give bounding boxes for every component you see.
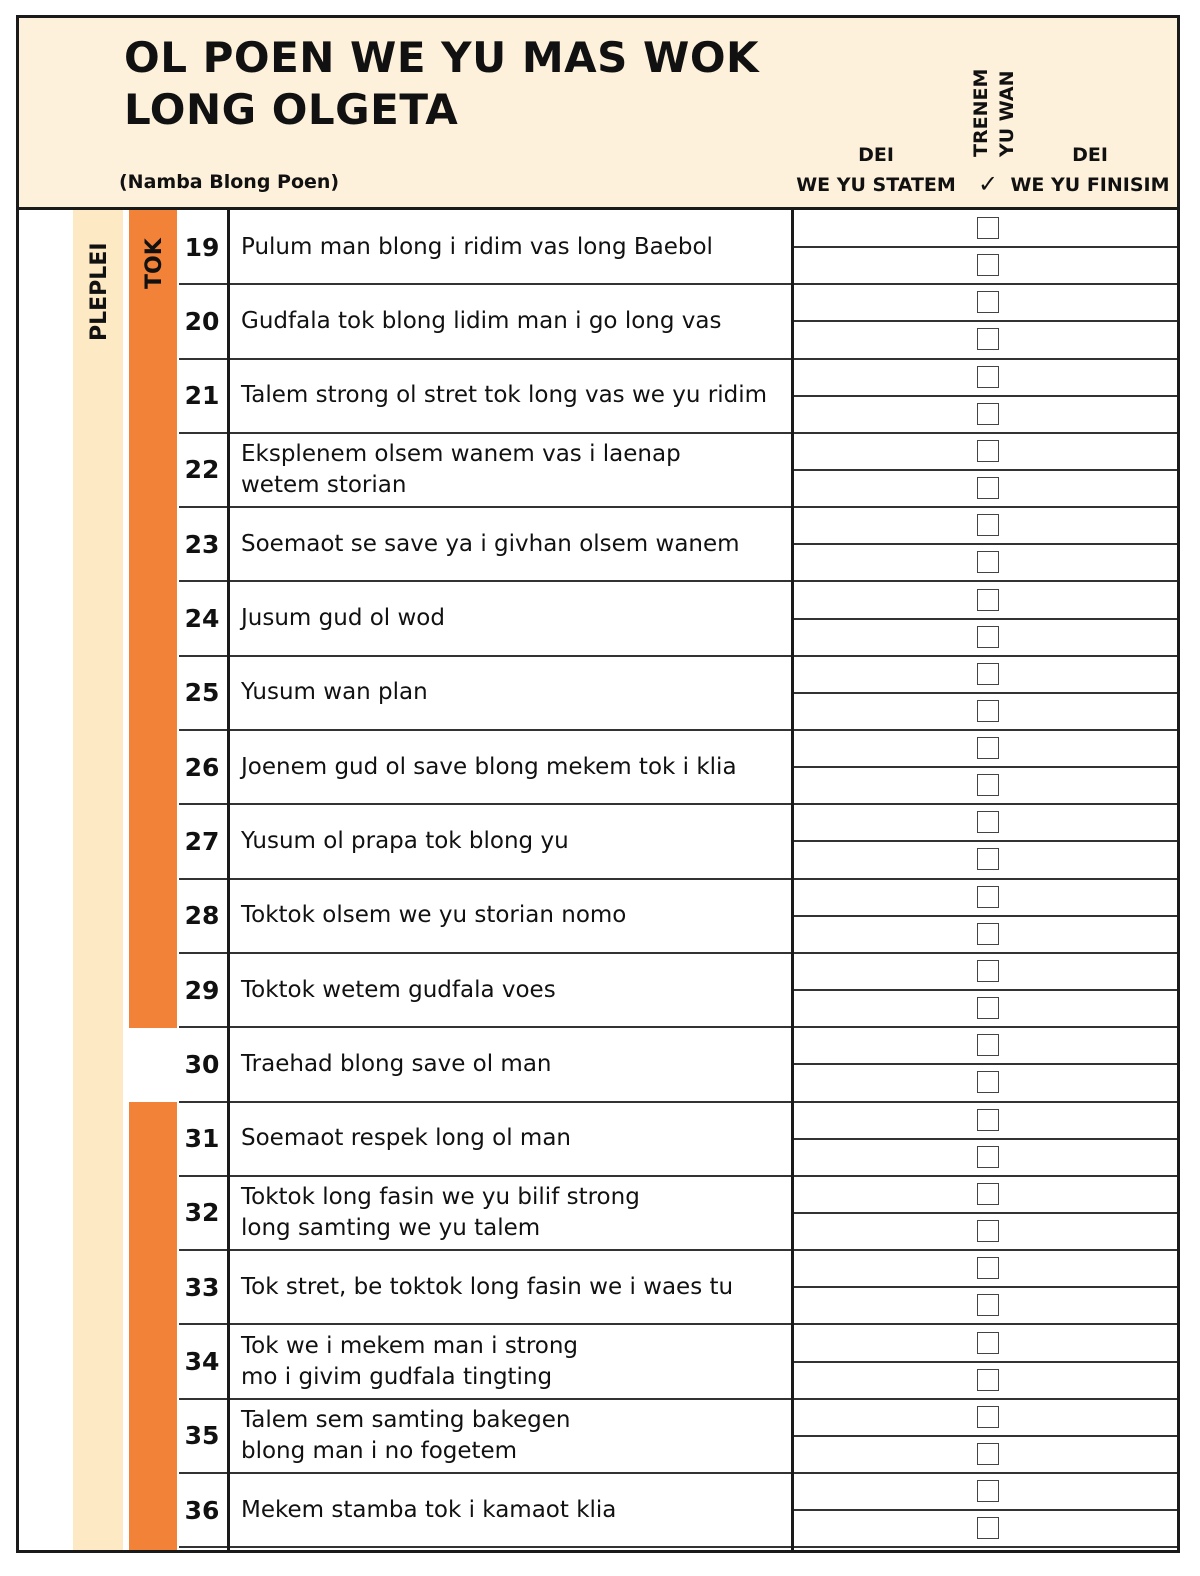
checklist-row xyxy=(179,730,1177,804)
row-divider-half xyxy=(793,1138,1177,1140)
train-checkbox-1[interactable] xyxy=(977,1406,999,1428)
page-title xyxy=(124,32,759,136)
train-checkbox-2[interactable] xyxy=(977,1294,999,1316)
row-divider-half xyxy=(793,320,1177,322)
point-description: Toktok long fasin we yu bilif strong long samting we yu talem xyxy=(241,1183,640,1241)
checklist-row xyxy=(179,284,1177,358)
point-description: Toktok olsem we yu storian nomo xyxy=(241,902,627,929)
train-checkbox-1[interactable] xyxy=(977,589,999,611)
train-checkbox-2[interactable] xyxy=(977,626,999,648)
train-checkbox-1[interactable] xyxy=(977,217,999,239)
checkmark-icon: ✓ xyxy=(978,170,999,198)
row-divider-half xyxy=(793,766,1177,768)
point-description: Soemaot respek long ol man xyxy=(241,1125,571,1152)
train-checkbox-1[interactable] xyxy=(977,811,999,833)
point-description: Gudfala tok blong lidim man i go long vas xyxy=(241,307,722,334)
title-line-1: OL POEN WE YU MAS WOK xyxy=(124,33,760,82)
point-description: Soemaot se save ya i givhan olsem wanem xyxy=(241,530,740,557)
point-number: 24 xyxy=(184,604,220,633)
date-started-line-1: DEI xyxy=(858,144,894,166)
train-checkbox-2[interactable] xyxy=(977,997,999,1019)
train-checkbox-1[interactable] xyxy=(977,366,999,388)
row-divider-half xyxy=(793,246,1177,248)
date-column-divider xyxy=(791,210,794,1550)
train-checkbox-2[interactable] xyxy=(977,1443,999,1465)
train-checkbox-2[interactable] xyxy=(977,254,999,276)
point-number: 35 xyxy=(184,1421,220,1451)
point-number: 34 xyxy=(184,1347,220,1376)
checklist-row xyxy=(179,1102,1177,1176)
train-checkbox-1[interactable] xyxy=(977,663,999,685)
point-number: 30 xyxy=(184,1049,220,1079)
form-header xyxy=(19,18,1177,210)
point-number: 33 xyxy=(184,1272,220,1302)
point-description: Mekem stamba tok i kamaot klia xyxy=(241,1496,617,1523)
row-divider-half xyxy=(793,1361,1177,1363)
train-checkbox-2[interactable] xyxy=(977,1220,999,1242)
checklist-row xyxy=(179,1473,1177,1547)
checklist-row xyxy=(179,1325,1177,1399)
checklist-row xyxy=(179,656,1177,730)
train-yourself-line-2: YU WAN xyxy=(996,70,1018,157)
point-number: 31 xyxy=(184,1124,220,1154)
row-divider xyxy=(179,1546,1177,1548)
checklist-row xyxy=(179,879,1177,953)
point-description: Tok we i mekem man i strong mo i givim gudfala tingting xyxy=(241,1332,579,1390)
point-number: 27 xyxy=(184,826,220,856)
point-number: 28 xyxy=(184,901,220,931)
point-number: 23 xyxy=(184,529,220,559)
checklist-row xyxy=(179,433,1177,507)
checklist-row xyxy=(179,582,1177,656)
train-checkbox-1[interactable] xyxy=(977,1183,999,1205)
title-line-2: LONG OLGETA xyxy=(124,85,459,134)
point-description: Jusum gud ol wod xyxy=(241,605,445,631)
row-divider-half xyxy=(793,1435,1177,1437)
checklist-row xyxy=(179,1250,1177,1324)
point-description: Yusum wan plan xyxy=(241,679,428,706)
date-started-line-2: WE YU STATEM xyxy=(796,174,956,196)
number-column-divider xyxy=(227,210,230,1550)
train-checkbox-1[interactable] xyxy=(977,1480,999,1502)
date-finished-line-1: DEI xyxy=(1072,144,1108,166)
point-number: 26 xyxy=(184,752,220,782)
point-number: 25 xyxy=(184,678,220,708)
pleplei-label xyxy=(73,223,123,343)
row-divider-half xyxy=(793,543,1177,545)
point-description: Joenem gud ol save blong mekem tok i klia xyxy=(241,753,737,780)
train-checkbox-2[interactable] xyxy=(977,328,999,350)
checklist-row xyxy=(179,953,1177,1027)
checklist-row xyxy=(179,1399,1177,1473)
tok-band-upper xyxy=(129,210,177,1028)
row-divider-half xyxy=(793,989,1177,991)
point-description: Traehad blong save ol man xyxy=(241,1050,552,1077)
train-checkbox-2[interactable] xyxy=(977,848,999,870)
train-checkbox-1[interactable] xyxy=(977,1332,999,1354)
train-checkbox-2[interactable] xyxy=(977,923,999,945)
train-checkbox-1[interactable] xyxy=(977,960,999,982)
train-checkbox-1[interactable] xyxy=(977,886,999,908)
point-number: 32 xyxy=(184,1198,220,1228)
train-checkbox-1[interactable] xyxy=(977,737,999,759)
train-yourself-line-1: TRENEM xyxy=(970,68,992,157)
train-checkbox-2[interactable] xyxy=(977,1146,999,1168)
point-description: Eksplenem olsem wanem vas i laenap wetem storian xyxy=(241,440,681,498)
train-checkbox-2[interactable] xyxy=(977,551,999,573)
train-checkbox-1[interactable] xyxy=(977,1257,999,1279)
point-description: Toktok wetem gudfala voes xyxy=(241,976,556,1003)
row-divider-half xyxy=(793,618,1177,620)
checklist-row xyxy=(179,1027,1177,1101)
train-checkbox-1[interactable] xyxy=(977,291,999,313)
train-checkbox-1[interactable] xyxy=(977,1109,999,1131)
train-checkbox-2[interactable] xyxy=(977,1071,999,1093)
row-divider-half xyxy=(793,469,1177,471)
row-divider-half xyxy=(793,1509,1177,1511)
train-checkbox-2[interactable] xyxy=(977,774,999,796)
train-checkbox-2[interactable] xyxy=(977,403,999,425)
point-checklist-form xyxy=(16,15,1180,1553)
train-checkbox-1[interactable] xyxy=(977,440,999,462)
train-checkbox-2[interactable] xyxy=(977,477,999,499)
checklist-row xyxy=(179,359,1177,433)
point-number: 29 xyxy=(184,975,220,1005)
checklist-row xyxy=(179,804,1177,878)
point-description: Yusum ol prapa tok blong yu xyxy=(241,827,569,854)
point-description: Talem strong ol stret tok long vas we yu ridim xyxy=(241,382,767,409)
train-checkbox-2[interactable] xyxy=(977,700,999,722)
checklist-row xyxy=(179,210,1177,284)
row-divider-half xyxy=(793,692,1177,694)
tok-label-text: TOK xyxy=(142,238,167,289)
row-divider-half xyxy=(793,395,1177,397)
row-divider-half xyxy=(793,1063,1177,1065)
pleplei-band xyxy=(73,210,123,1550)
point-description: Tok stret, be toktok long fasin we i waes tu xyxy=(241,1273,734,1300)
row-divider-half xyxy=(793,1286,1177,1288)
tok-band-lower xyxy=(129,1102,177,1550)
checklist-row xyxy=(179,1176,1177,1250)
row-divider-half xyxy=(793,1212,1177,1214)
date-finished-line-2: WE YU FINISIM xyxy=(1010,174,1170,196)
row-divider-half xyxy=(793,840,1177,842)
point-number: 22 xyxy=(184,455,220,485)
point-description: Pulum man blong i ridim vas long Baebol xyxy=(241,233,713,260)
checklist-row xyxy=(179,507,1177,581)
point-number: 21 xyxy=(184,381,220,411)
train-checkbox-2[interactable] xyxy=(977,1517,999,1539)
date-finished-header xyxy=(1009,140,1171,200)
point-description: Talem sem samting bakegen blong man i no fogetem xyxy=(241,1406,571,1464)
point-number: 20 xyxy=(184,306,220,336)
point-number: 36 xyxy=(184,1495,220,1525)
train-checkbox-1[interactable] xyxy=(977,1034,999,1056)
point-number-caption: (Namba Blong Poen) xyxy=(119,171,340,193)
row-divider-half xyxy=(793,915,1177,917)
point-number: 19 xyxy=(184,232,220,262)
train-checkbox-2[interactable] xyxy=(977,1369,999,1391)
pleplei-label-text: PLEPLEI xyxy=(87,242,112,341)
tok-label xyxy=(129,223,177,303)
train-checkbox-1[interactable] xyxy=(977,514,999,536)
date-started-header xyxy=(791,140,961,200)
